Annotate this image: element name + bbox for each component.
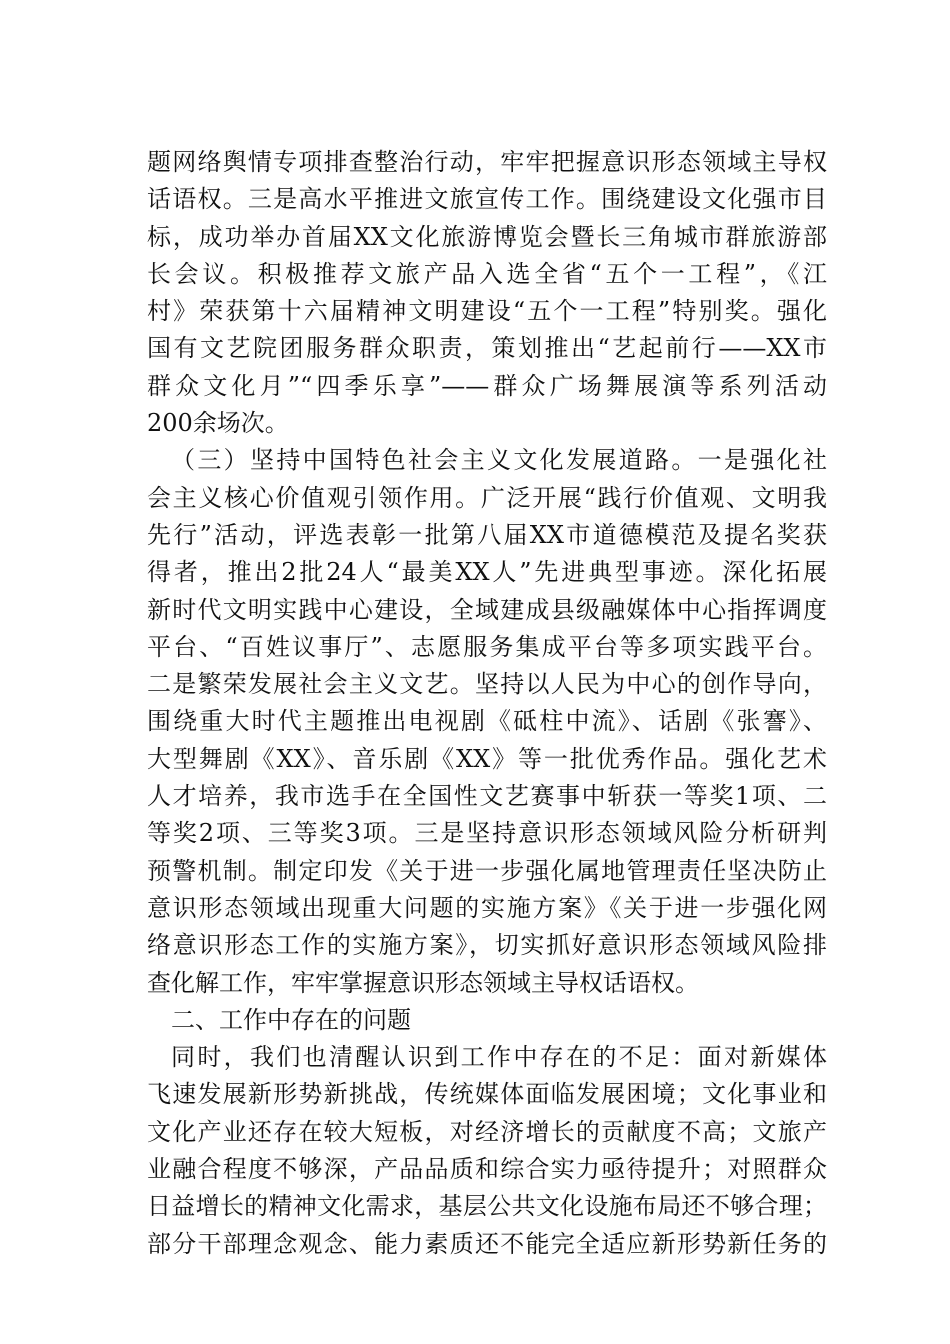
body-text-line: 人才培养，我市选手在全国性文艺赛事中斩获一等奖1项、二 bbox=[147, 782, 827, 811]
body-text-line: 长会议。积极推荐文旅产品入选全省“五个一工程”，《江 bbox=[147, 259, 827, 288]
document-body bbox=[147, 144, 827, 1263]
body-text-line: 围绕重大时代主题推出电视剧《砥柱中流》、话剧《张謇》、 bbox=[147, 707, 827, 736]
body-text-line: 平台、“百姓议事厅”、志愿服务集成平台等多项实践平台。 bbox=[147, 632, 827, 661]
section-three-heading-line: （三）坚持中国特色社会主义文化发展道路。一是强化社 bbox=[171, 446, 827, 475]
body-text-line: 部分干部理念观念、能力素质还不能完全适应新形势新任务的 bbox=[147, 1229, 827, 1258]
body-text-line: 得者，推出2批24人“最美XX人”先进典型事迹。深化拓展 bbox=[147, 558, 827, 587]
body-text-line: 查化解工作，牢牢掌握意识形态领域主导权话语权。 bbox=[147, 968, 699, 997]
body-text-line: 飞速发展新形势新挑战，传统媒体面临发展困境；文化事业和 bbox=[147, 1080, 827, 1109]
body-text-line: 二是繁荣发展社会主义文艺。坚持以人民为中心的创作导向， bbox=[147, 670, 827, 699]
body-text-line: 日益增长的精神文化需求，基层公共文化设施布局还不够合理； bbox=[147, 1192, 827, 1221]
body-text-line: 群众文化月”“四季乐享”——群众广场舞展演等系列活动 bbox=[147, 371, 827, 400]
body-text-line: 会主义核心价值观引领作用。广泛开展“践行价值观、文明我 bbox=[147, 483, 827, 512]
body-text-line: 国有文艺院团服务群众职责，策划推出“艺起前行——XX市 bbox=[147, 334, 827, 363]
section-heading: 二、工作中存在的问题 bbox=[171, 1005, 411, 1034]
body-text-line: 同时，我们也清醒认识到工作中存在的不足：面对新媒体 bbox=[171, 1043, 827, 1072]
body-text-line: 大型舞剧《XX》、音乐剧《XX》等一批优秀作品。强化艺术 bbox=[147, 744, 827, 773]
body-text-line: 文化产业还存在较大短板，对经济增长的贡献度不高；文旅产 bbox=[147, 1117, 827, 1146]
body-text-line: 新时代文明实践中心建设，全域建成县级融媒体中心指挥调度 bbox=[147, 595, 827, 624]
body-text-line: 络意识形态工作的实施方案》，切实抓好意识形态领域风险排 bbox=[147, 931, 827, 960]
body-text-line: 先行”活动，评选表彰一批第八届XX市道德模范及提名奖获 bbox=[147, 520, 827, 549]
body-text-line: 意识形态领域出现重大问题的实施方案》《关于进一步强化网 bbox=[147, 893, 827, 922]
body-text-line: 标，成功举办首届XX文化旅游博览会暨长三角城市群旅游部 bbox=[147, 222, 827, 251]
body-text-line: 业融合程度不够深，产品品质和综合实力亟待提升；对照群众 bbox=[147, 1155, 827, 1184]
body-text-line: 等奖2项、三等奖3项。三是坚持意识形态领域风险分析研判 bbox=[147, 819, 827, 848]
body-text-line: 200余场次。 bbox=[147, 409, 289, 438]
body-text-line: 预警机制。制定印发《关于进一步强化属地管理责任坚决防止 bbox=[147, 856, 827, 885]
body-text-line: 村》荣获第十六届精神文明建设“五个一工程”特别奖。强化 bbox=[147, 297, 827, 326]
body-text-line: 题网络舆情专项排查整治行动，牢牢把握意识形态领域主导权 bbox=[147, 148, 827, 176]
body-text-line: 话语权。三是高水平推进文旅宣传工作。围绕建设文化强市目 bbox=[147, 185, 827, 214]
